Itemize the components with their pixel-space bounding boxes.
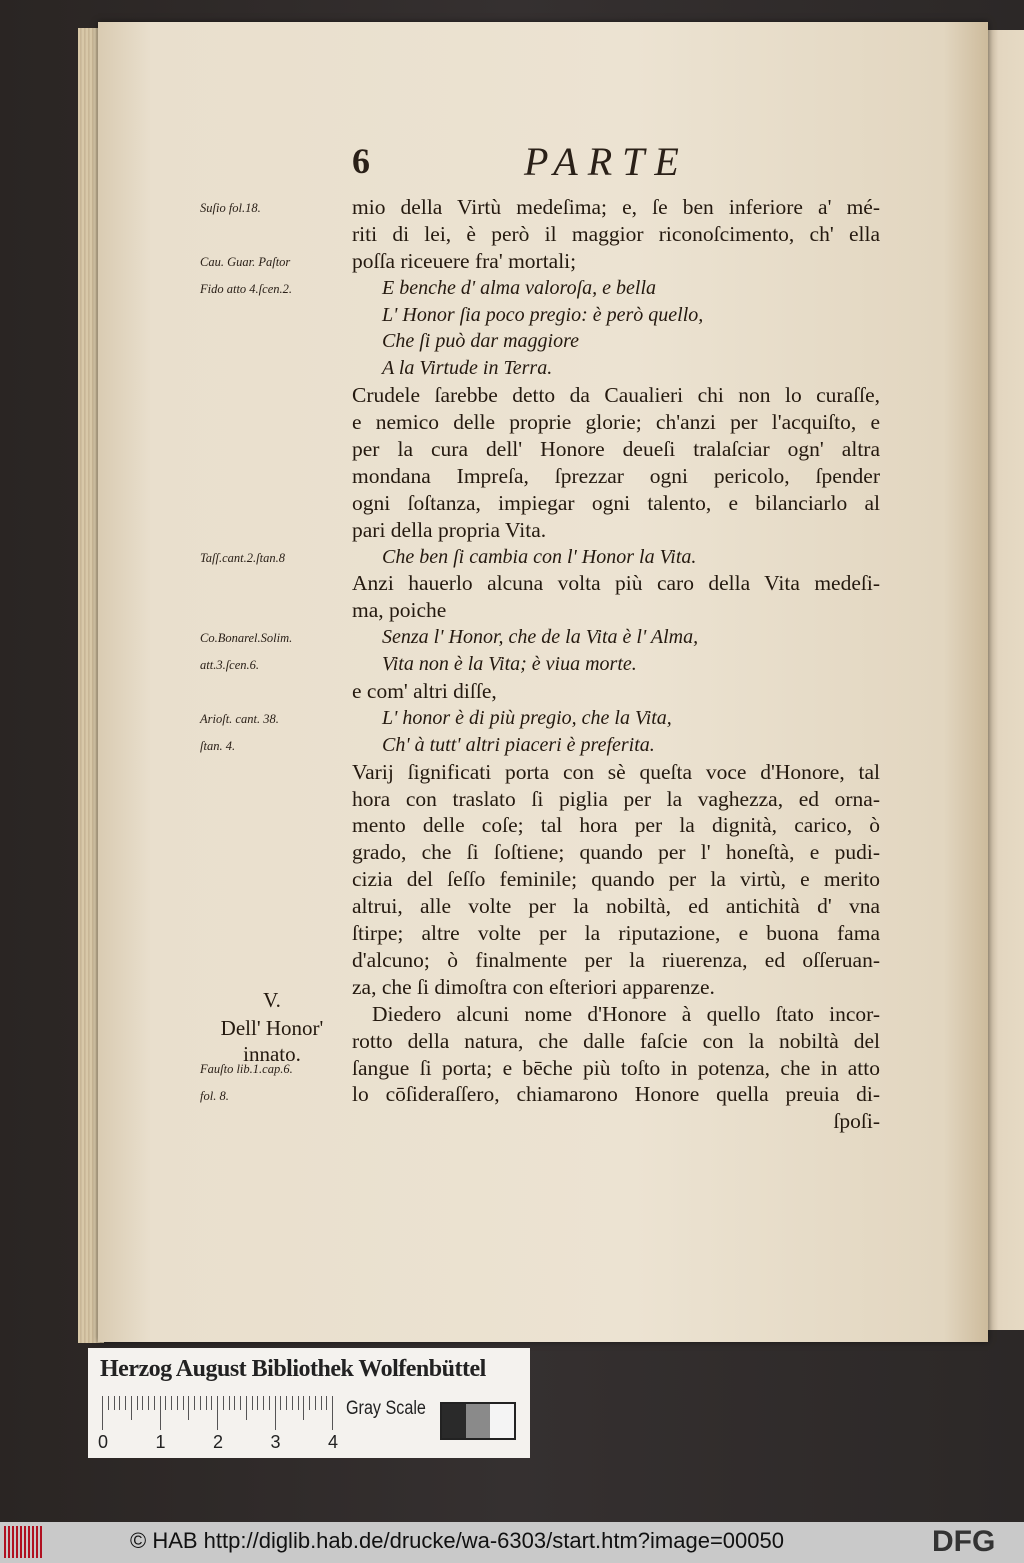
- margin-note: Fauſto lib.1.cap.6.: [200, 1061, 293, 1076]
- text-line: ogni ſoſtanza, impiegar ogni talento, e bilanciarlo al: [352, 490, 880, 515]
- ruler-tick: [165, 1396, 166, 1410]
- text-line: cizia del ſeſſo feminile; quando per la virtù, e merito: [352, 867, 880, 892]
- ruler-tick: [234, 1396, 235, 1410]
- side-heading-subtitle: innato.: [243, 1042, 301, 1066]
- verse-line: L' honor è di più pregio, che la Vita,: [382, 706, 672, 729]
- ruler-tick: [240, 1396, 241, 1410]
- ruler-tick: [137, 1396, 138, 1410]
- ruler-tick: [188, 1396, 189, 1420]
- verse-line: Vita non è la Vita; è viua morte.: [382, 653, 637, 676]
- page-number: 6: [352, 141, 370, 181]
- margin-note: Cau. Guar. Paſtor: [200, 254, 291, 269]
- ruler-tick: [131, 1396, 132, 1420]
- text-line: pari della propria Vita.: [352, 517, 547, 542]
- ruler-tick: [298, 1396, 299, 1410]
- verse-line: Che ſi può dar maggiore: [382, 330, 580, 353]
- gray-scale-swatches: [440, 1402, 516, 1440]
- ruler-number: 3: [270, 1432, 281, 1452]
- ruler-tick: [332, 1396, 333, 1430]
- ruler-tick: [154, 1396, 155, 1410]
- ruler-number: 4: [328, 1432, 339, 1452]
- ruler-tick: [200, 1396, 201, 1410]
- ruler-tick: [148, 1396, 149, 1410]
- text-line: altrui, alle volte per la nobiltà, ed antichità d' vna: [352, 894, 880, 919]
- hab-logo-icon: [4, 1526, 44, 1558]
- text-line: d'alcuno; ò finalmente per la riuerenza, ed oſſeruan-: [352, 947, 880, 972]
- ruler-tick: [211, 1396, 212, 1410]
- side-heading-number: V.: [263, 988, 281, 1012]
- copyright-url[interactable]: © HAB http://diglib.hab.de/drucke/wa-6303/start.htm?image=00050: [130, 1528, 784, 1553]
- text-line: lo cōſideraſſero, chiamarono Honore quella preuia di-: [352, 1082, 880, 1107]
- ruler-tick: [263, 1396, 264, 1410]
- verse-line: E benche d' alma valoroſa, e bella: [382, 276, 657, 299]
- ruler-tick: [315, 1396, 316, 1410]
- text-line: mondana Impreſa, ſprezzar ogni pericolo, ſpender: [352, 463, 880, 488]
- ruler-tick: [309, 1396, 310, 1410]
- text-line: per la cura dell' Honore deueſi tralaſciar ogn' altra: [352, 437, 880, 462]
- text-line: Diedero alcuni nome d'Honore à quello ſtato incor-: [372, 1001, 880, 1026]
- ruler-tick: [206, 1396, 207, 1410]
- text-line: poſſa riceuere fra' mortali;: [352, 248, 577, 273]
- ruler-tick: [275, 1396, 276, 1430]
- text-line: hora con traslato ſi piglia per la vaghezza, ed orna-: [352, 786, 880, 811]
- ruler-tick: [326, 1396, 327, 1410]
- text-line: grado, che ſi ſoſtiene; quando per l' honeſtà, e pudi-: [352, 840, 880, 865]
- verse-line: Senza l' Honor, che de la Vita è l' Alma,: [382, 626, 699, 649]
- text-line: za, che ſi dimoſtra con eſteriori apparenze.: [352, 974, 715, 999]
- ruler-tick: [217, 1396, 218, 1430]
- margin-note: fol. 8.: [200, 1088, 229, 1103]
- gray-swatch: [466, 1404, 490, 1438]
- margin-note: Suſio fol.18.: [200, 201, 261, 215]
- ruler-tick: [171, 1396, 172, 1410]
- margin-note: Co.Bonarel.Solim.: [200, 631, 293, 646]
- ruler-tick: [183, 1396, 184, 1410]
- library-name: Herzog August Bibliothek Wolfenbüttel: [100, 1356, 486, 1382]
- ruler-tick: [286, 1396, 287, 1410]
- ruler-tick: [125, 1396, 126, 1410]
- ruler-tick: [142, 1396, 143, 1410]
- ruler-number: 2: [213, 1432, 224, 1452]
- gray-swatch: [490, 1404, 514, 1438]
- ruler-number: 0: [98, 1432, 109, 1452]
- text-line: Varij ſignificati porta con sè queſta voce d'Honore, tal: [352, 759, 880, 784]
- ruler-tick: [252, 1396, 253, 1410]
- ruler-scale: [98, 1396, 339, 1452]
- running-head: PARTE: [524, 139, 689, 184]
- ruler-tick: [114, 1396, 115, 1410]
- verse-line: Ch' à tutt' altri piaceri è preferita.: [382, 733, 655, 756]
- ruler-tick: [292, 1396, 293, 1410]
- ruler-number: 1: [155, 1432, 166, 1452]
- page-body-text: [352, 194, 880, 1135]
- ruler-tick: [177, 1396, 178, 1410]
- verse-line: L' Honor ſia poco pregio: è però quello,: [382, 303, 704, 326]
- color-target-card: [88, 1348, 530, 1458]
- ruler-tick: [223, 1396, 224, 1410]
- text-line: riti di lei, è però il maggior riconoſcimento, ch' ella: [352, 221, 880, 246]
- dfg-logo: DFG: [932, 1525, 996, 1558]
- verse-line: A la Virtude in Terra.: [382, 357, 553, 380]
- text-line: Anzi hauerlo alcuna volta più caro della Vita medeſi-: [352, 571, 880, 596]
- text-line: Crudele ſarebbe detto da Caualieri chi non lo curaſſe,: [352, 383, 880, 408]
- margin-note: Fido atto 4.ſcen.2.: [200, 281, 292, 296]
- text-line: mio della Virtù medeſima; e, ſe ben inferiore a' mé-: [352, 195, 880, 219]
- gray-swatch: [442, 1404, 466, 1438]
- ruler-tick: [194, 1396, 195, 1410]
- ruler-tick: [102, 1396, 103, 1430]
- text-line: mento delle coſe; tal hora per la dignità, carico, ò: [352, 813, 880, 838]
- text-line: ma, poiche: [352, 598, 447, 623]
- verse-line: Che ben ſi cambia con l' Honor la Vita.: [382, 545, 697, 568]
- ruler-tick: [229, 1396, 230, 1410]
- margin-note: Arioſt. cant. 38.: [200, 712, 279, 727]
- gray-scale-label: Gray Scale: [346, 1398, 426, 1419]
- text-line: ſtirpe; altre volte per la riputazione, e buona fama: [352, 921, 880, 946]
- side-heading-title: Dell' Honor': [220, 1016, 324, 1040]
- margin-note: Taſſ.cant.2.ſtan.8: [200, 550, 285, 565]
- text-line: e com' altri diſſe,: [352, 679, 497, 704]
- margin-note: att.3.ſcen.6.: [200, 658, 260, 673]
- ruler-tick: [108, 1396, 109, 1410]
- text-line: e nemico delle proprie glorie; ch'anzi per l'acquiſto, e: [352, 410, 880, 435]
- ruler-tick: [160, 1396, 161, 1430]
- facing-page-edge: [982, 30, 1024, 1330]
- ruler-tick: [321, 1396, 322, 1410]
- margin-note: ſtan. 4.: [200, 739, 236, 753]
- footer-bar: [0, 1522, 1024, 1563]
- ruler-tick: [280, 1396, 281, 1410]
- ruler-tick: [257, 1396, 258, 1410]
- text-line: ſpoſi-: [833, 1109, 880, 1134]
- text-line: rotto della natura, che dalle faſcie con la nobiltà del: [352, 1028, 880, 1053]
- ruler-tick: [269, 1396, 270, 1410]
- ruler-tick: [119, 1396, 120, 1410]
- text-line: ſangue ſi porta; e bēche più toſto in potenza, che in atto: [352, 1055, 880, 1080]
- ruler-tick: [303, 1396, 304, 1420]
- ruler-tick: [246, 1396, 247, 1420]
